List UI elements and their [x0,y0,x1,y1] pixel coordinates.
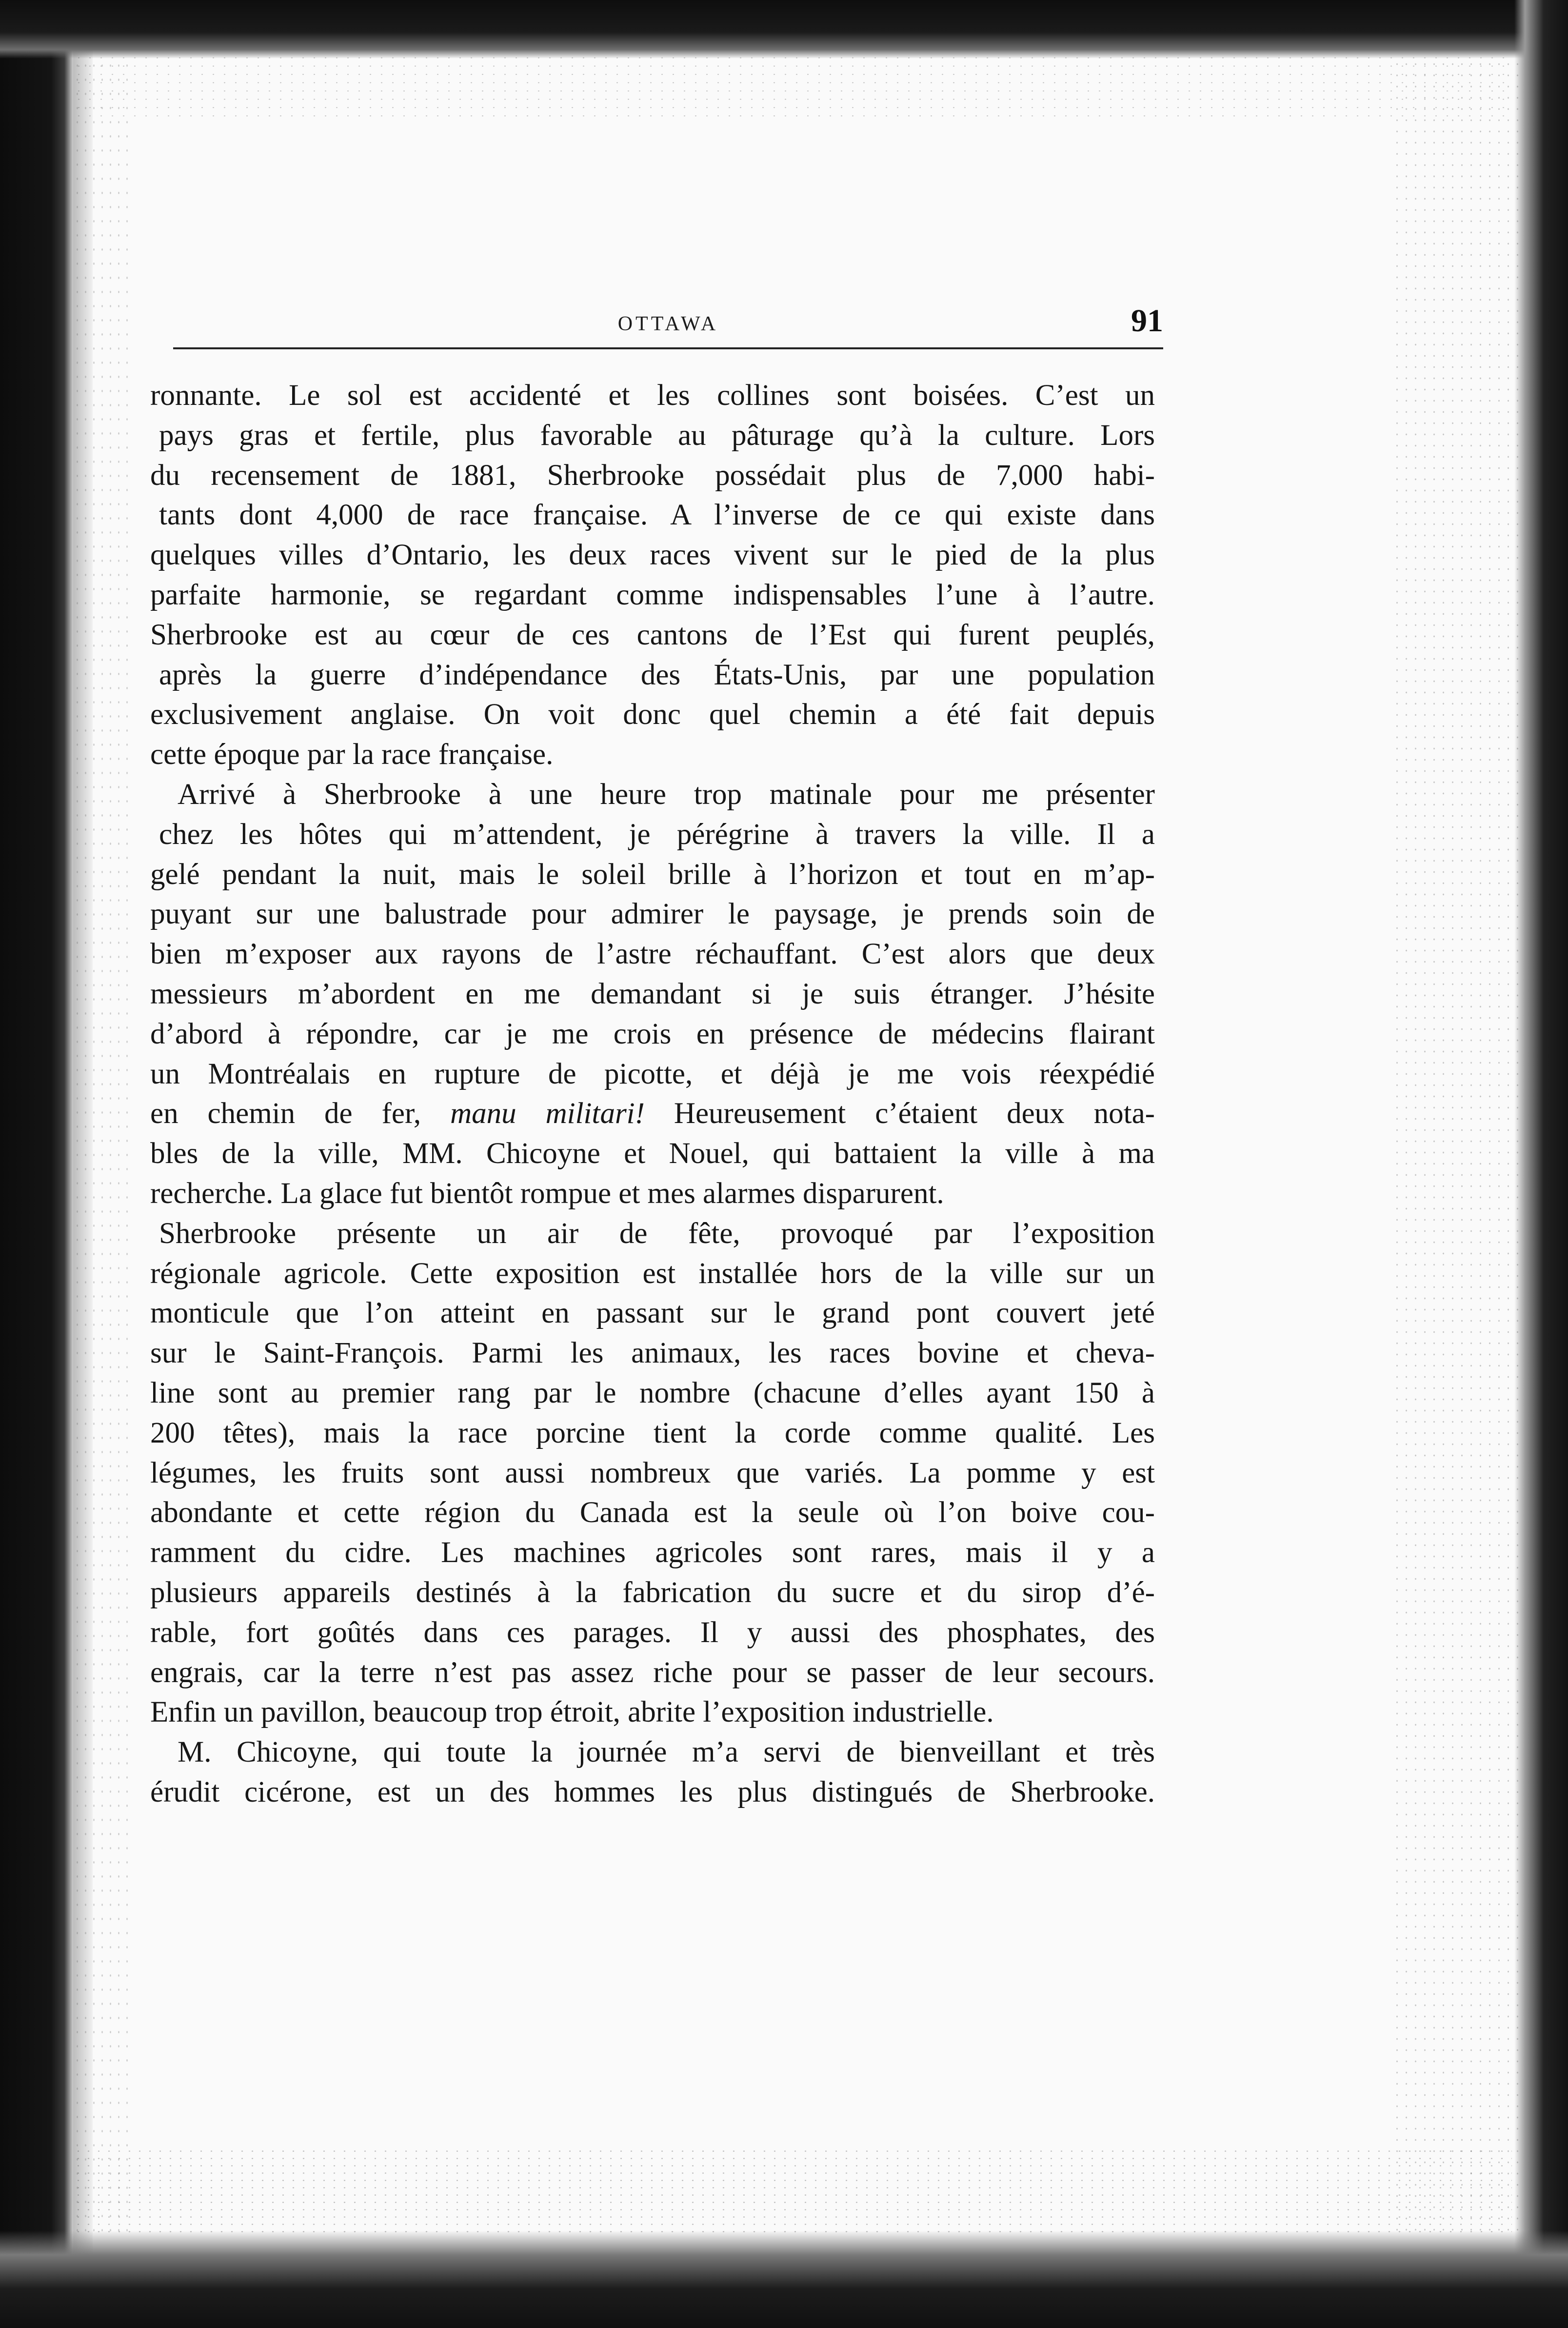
body-text [150,376,1155,1812]
scan-speckle-top [73,54,1512,122]
header-rule [173,347,1163,349]
running-title: OTTAWA [617,313,719,335]
text-line: sur le Saint-François. Parmi les animaux, les races bovine et cheva- [150,1337,1155,1370]
scan-speckle-right [1392,59,1519,2234]
text-line: line sont au premier rang par le nombre (chacune d’elles ayant 150 à [150,1376,1155,1409]
text-line: recherche. La glace fut bientôt rompue et mes alarmes disparurent. [150,1177,944,1210]
scan-border-right [1514,0,1568,2328]
text-line: plusieurs appareils destinés à la fabrication du sucre et du sirop d’é- [150,1576,1155,1609]
text-line: Arrivé à Sherbrooke à une heure trop matinale pour me présenter [178,778,1155,811]
text-line: ramment du cidre. Les machines agricoles sont rares, mais il y a [150,1536,1155,1569]
text-line: tants dont 4,000 de race française. A l’inverse de ce qui existe dans [159,499,1155,532]
scan-border-top [0,0,1568,59]
text-line: monticule que l’on atteint en passant sur le grand pont couvert jeté [150,1297,1155,1330]
text-line: bles de la ville, MM. Chicoyne et Nouel, qui battaient la ville à ma [150,1137,1155,1170]
text-line: d’abord à répondre, car je me crois en présence de médecins flairant [150,1017,1155,1050]
text-line: quelques villes d’Ontario, les deux races vivent sur le pied de la plus [150,539,1155,572]
text-line: parfaite harmonie, se regardant comme indispensables l’une à l’autre. [150,578,1155,611]
text-line: du recensement de 1881, Sherbrooke possédait plus de 7,000 habi- [150,459,1155,492]
text-line: un Montréalais en rupture de picotte, et déjà je me vois réexpédié [150,1057,1155,1090]
text-line: régionale agricole. Cette exposition est installée hors de la ville sur un [150,1257,1155,1290]
text-line: abondante et cette région du Canada est la seule où l’on boive cou- [150,1496,1155,1529]
page-number: 91 [1131,303,1163,339]
text-line: après la guerre d’indépendance des États-Unis, par une population [159,658,1155,691]
text-line: bien m’exposer aux rayons de l’astre réchauffant. C’est alors que deux [150,938,1155,971]
scan-border-bottom [0,2230,1568,2328]
scan-speckle-bottom [73,2147,1512,2235]
text-line: rable, fort goûtés dans ces parages. Il y aussi des phosphates, des [150,1616,1155,1649]
text-line: pays gras et fertile, plus favorable au pâturage qu’à la culture. Lors [159,419,1155,452]
book-spine-shadow [73,0,93,2328]
text-line: messieurs m’abordent en me demandant si je suis étranger. J’hésite [150,977,1155,1010]
text-line-with-italic [150,1094,1155,1134]
text-fragment: Heureusement c’étaient deux nota- [674,1097,1155,1130]
text-line: Sherbrooke est au cœur de ces cantons de l’Est qui furent peuplés, [150,618,1155,651]
text-fragment: en chemin de fer, [150,1097,421,1130]
running-head [173,302,1163,341]
text-line: M. Chicoyne, qui toute la journée m’a servi de bienveillant et très [178,1736,1155,1769]
text-line: 200 têtes), mais la race porcine tient la corde comme qualité. Les [150,1416,1155,1449]
text-line: Enfin un pavillon, beaucoup trop étroit, abrite l’exposition industrielle. [150,1696,994,1729]
text-line: engrais, car la terre n’est pas assez riche pour se passer de leur secours. [150,1656,1155,1689]
scan-border-left [0,0,73,2328]
text-line: puyant sur une balustrade pour admirer le paysage, je prends soin de [150,898,1155,931]
italic-phrase: manu militari! [450,1097,645,1130]
text-line: gelé pendant la nuit, mais le soleil brille à l’horizon et tout en m’ap- [150,858,1155,891]
text-line: exclusivement anglaise. On voit donc quel chemin a été fait depuis [150,698,1155,731]
text-line: Sherbrooke présente un air de fête, provoqué par l’exposition [159,1217,1155,1250]
text-line: cette époque par la race française. [150,738,554,771]
text-line: ronnante. Le sol est accidenté et les collines sont boisées. C’est un [150,379,1155,412]
text-line: chez les hôtes qui m’attendent, je pérégrine à travers la ville. Il a [159,818,1155,851]
text-line: légumes, les fruits sont aussi nombreux que variés. La pomme y est [150,1456,1155,1489]
text-line: érudit cicérone, est un des hommes les plus distingués de Sherbrooke. [150,1775,1155,1808]
